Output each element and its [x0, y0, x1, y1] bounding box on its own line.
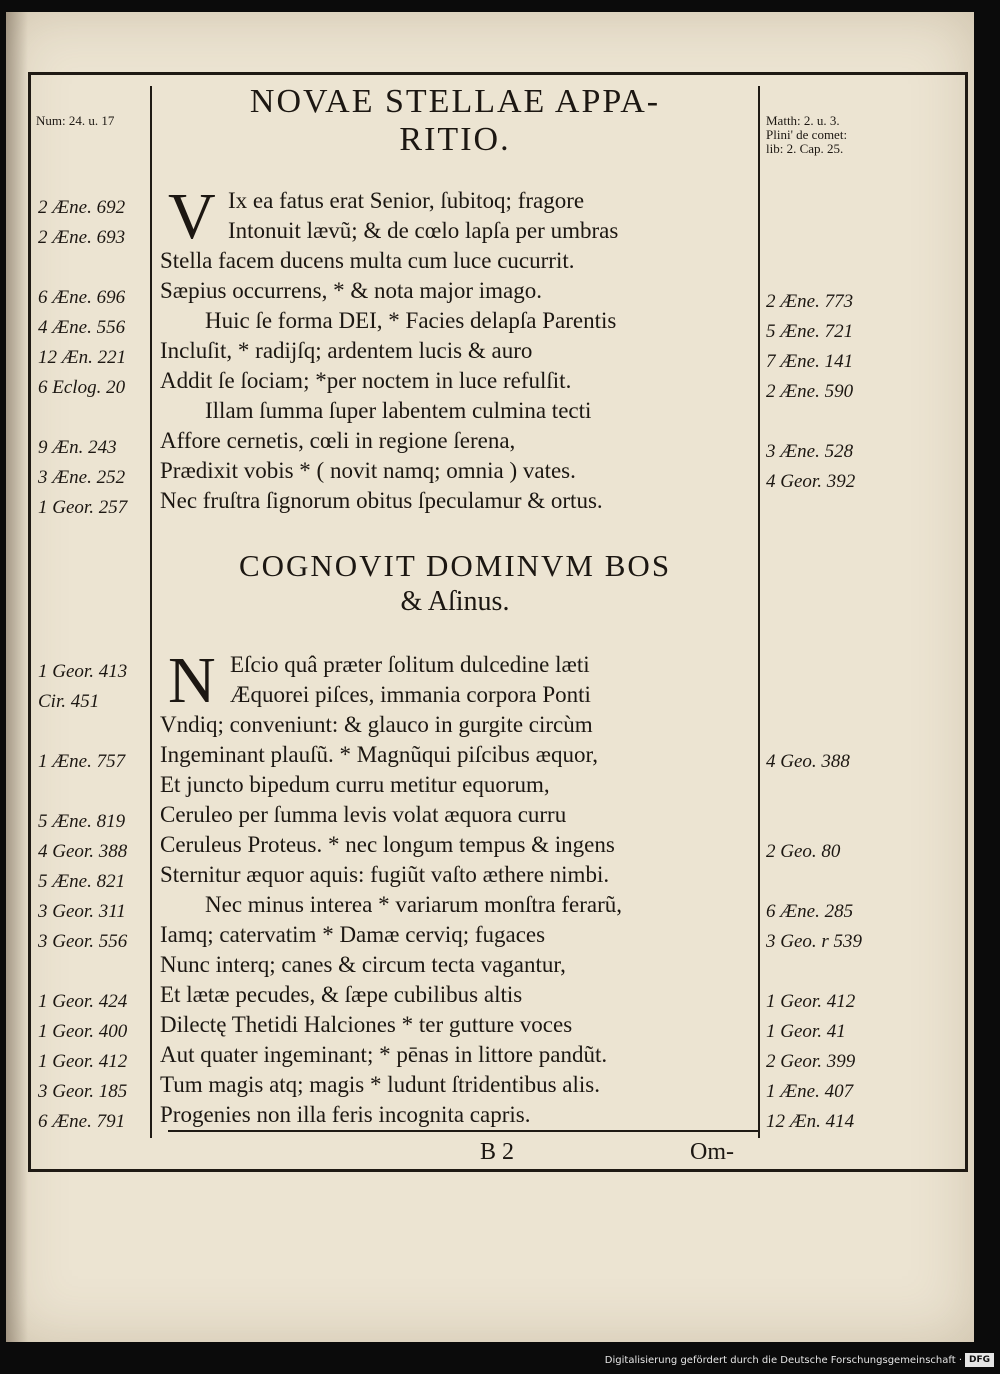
poem1-line: Nec fruſtra ſignorum obitus ſpeculamur & ortus. [160, 488, 603, 513]
poem2-line: Æquorei piſces, immania corpora Ponti [230, 682, 591, 707]
heading-novae-stellae-line1: NOVAE STELLAE APPA- [249, 83, 661, 120]
signature-mark: B 2 [480, 1139, 515, 1165]
margin-ref-left: 3 Geor. 185 [38, 1081, 128, 1102]
poem1-line: Intonuit lævũ; & de cœlo lapſa per umbras [228, 218, 619, 243]
margin-ref-right: 1 Geor. 41 [766, 1021, 846, 1042]
poem1-line: Affore cernetis, cœli in regione ſerena, [160, 428, 516, 453]
text-end-rule [168, 1130, 758, 1132]
poem2-line: Nec minus interea * variarum monſtra ferarũ, [205, 892, 623, 917]
digitization-credit: Digitalisierung gefördert durch die Deutsche Forschungsgemeinschaft · [604, 1355, 962, 1366]
margin-divider-right [758, 86, 760, 1138]
margin-ref-left: 1 Æne. 757 [38, 751, 126, 772]
margin-ref-right: 1 Æne. 407 [766, 1081, 854, 1102]
poem2-line: Iamq; catervatim * Damæ cerviq; fugaces [160, 922, 546, 947]
margin-ref-left: 2 Æne. 692 [38, 197, 126, 218]
margin-ref-left: 5 Æne. 821 [38, 871, 126, 892]
margin-ref-right: 4 Geor. 392 [766, 471, 856, 492]
margin-ref-left: 1 Geor. 412 [38, 1051, 128, 1072]
margin-ref-right: 2 Geo. 80 [766, 841, 841, 862]
margin-ref-left: 3 Geor. 311 [38, 901, 126, 922]
margin-ref-left: 12 Æn. 221 [38, 347, 127, 368]
margin-ref-left: 3 Æne. 252 [38, 467, 126, 488]
heading-cognovit-line1: COGNOVIT DOMINVM BOS [238, 548, 672, 583]
heading-cognovit-line2: & Aſinus. [400, 586, 510, 617]
poem1-line: Incluſit, * radijſq; ardentem lucis & auro [160, 338, 533, 363]
margin-ref-left: 1 Geor. 413 [38, 661, 128, 682]
margin-ref-left: Cir. 451 [38, 691, 100, 712]
margin-ref-right: 7 Æne. 141 [766, 351, 854, 372]
margin-ref-right: 2 Æne. 773 [766, 291, 854, 312]
frame-rule-bottom [28, 1169, 968, 1172]
margin-ref-left: 5 Æne. 819 [38, 811, 126, 832]
margin-ref-left: 4 Geor. 388 [38, 841, 128, 862]
poem2-line: Sternitur æquor aquis: fugiũt vaſto æthere nimbi. [160, 862, 610, 887]
margin-ref-right: 3 Æne. 528 [766, 441, 854, 462]
margin-ref-left: 1 Geor. 424 [38, 991, 128, 1012]
poem2-line: Progenies non illa feris incognita capris. [160, 1102, 531, 1127]
poem2-line: Nunc interq; canes & circum tecta vagantur, [160, 952, 566, 977]
poem1-line: Stella facem ducens multa cum luce cucurrit. [160, 248, 575, 273]
poem2-line: Aut quater ingeminant; * pēnas in littore pandũt. [160, 1042, 608, 1067]
margin-ref-left: 4 Æne. 556 [38, 317, 126, 338]
poem1-line: Ix ea fatus erat Senior, ſubitoq; fragore [228, 188, 585, 213]
poem2-line: Vndiq; conveniunt: & glauco in gurgite circùm [160, 712, 593, 737]
margin-ref-right: 6 Æne. 285 [766, 901, 854, 922]
margin-divider-left [150, 86, 152, 1138]
margin-ref-right: 3 Geo. r 539 [766, 931, 863, 952]
poem2-line: Ceruleus Proteus. * nec longum tempus & ingens [160, 832, 615, 857]
frame-rule-left [28, 72, 31, 1172]
margin-ref-right: 4 Geo. 388 [766, 751, 850, 772]
margin-ref-left: 6 Æne. 791 [38, 1111, 126, 1132]
dropcap-n: N [168, 644, 216, 717]
poem1-line: Prædixit vobis * ( novit namq; omnia ) vates. [160, 458, 576, 483]
poem2-line: Eſcio quâ præter ſolitum dulcedine læti [230, 652, 590, 677]
margin-ref-right: 1 Geor. 412 [766, 991, 856, 1012]
margin-ref-left: 3 Geor. 556 [38, 931, 128, 952]
margin-ref-left: 9 Æn. 243 [38, 437, 117, 458]
margin-ref-right: 2 Æne. 590 [766, 381, 854, 402]
poem1-line: Addit ſe ſociam; *per noctem in luce refulſit. [160, 368, 572, 393]
frame-rule-top [28, 72, 968, 75]
poem2-line: Tum magis atq; magis * ludunt ſtridentibus alis. [160, 1072, 600, 1097]
dropcap-v: V [168, 180, 216, 253]
poem2-line: Et lætæ pecudes, & ſæpe cubilibus altis [160, 982, 523, 1007]
heading-novae-stellae-line2: RITIO. [399, 121, 511, 158]
margin-ref-left: 1 Geor. 257 [38, 497, 128, 518]
margin-ref-right: 12 Æn. 414 [766, 1111, 855, 1132]
poem1-line: Sæpius occurrens, * & nota major imago. [160, 278, 542, 303]
margin-ref-right: Plini' de comet: [766, 127, 848, 142]
poem2-line: Ceruleo per ſumma levis volat æquora curru [160, 802, 567, 827]
frame-rule-right [965, 72, 968, 1172]
poem2-line: Et juncto bipedum curru metitur equorum, [160, 772, 550, 797]
margin-ref-right: lib: 2. Cap. 25. [766, 141, 844, 156]
margin-ref-left: 6 Eclog. 20 [38, 377, 126, 398]
dfg-logo: DFG [965, 1353, 994, 1367]
margin-ref-left: 2 Æne. 693 [38, 227, 126, 248]
margin-ref-left: 1 Geor. 400 [38, 1021, 128, 1042]
poem2-line: Dilectę Thetidi Halciones * ter gutture voces [160, 1012, 573, 1037]
poem1-line: Illam ſumma ſuper labentem culmina tecti [205, 398, 592, 423]
margin-ref-left: Num: 24. u. 17 [36, 113, 115, 128]
margin-ref-right: 5 Æne. 721 [766, 321, 854, 342]
margin-ref-left: 6 Æne. 696 [38, 287, 126, 308]
poem1-line: Huic ſe forma DEI, * Facies delapſa Parentis [205, 308, 617, 333]
binding-shadow [6, 12, 28, 1342]
margin-ref-right: 2 Geor. 399 [766, 1051, 856, 1072]
poem2-line: Ingeminant plauſũ. * Magnũqui piſcibus æquor, [160, 742, 598, 767]
margin-ref-right: Matth: 2. u. 3. [766, 113, 840, 128]
catchword: Om- [690, 1139, 734, 1165]
